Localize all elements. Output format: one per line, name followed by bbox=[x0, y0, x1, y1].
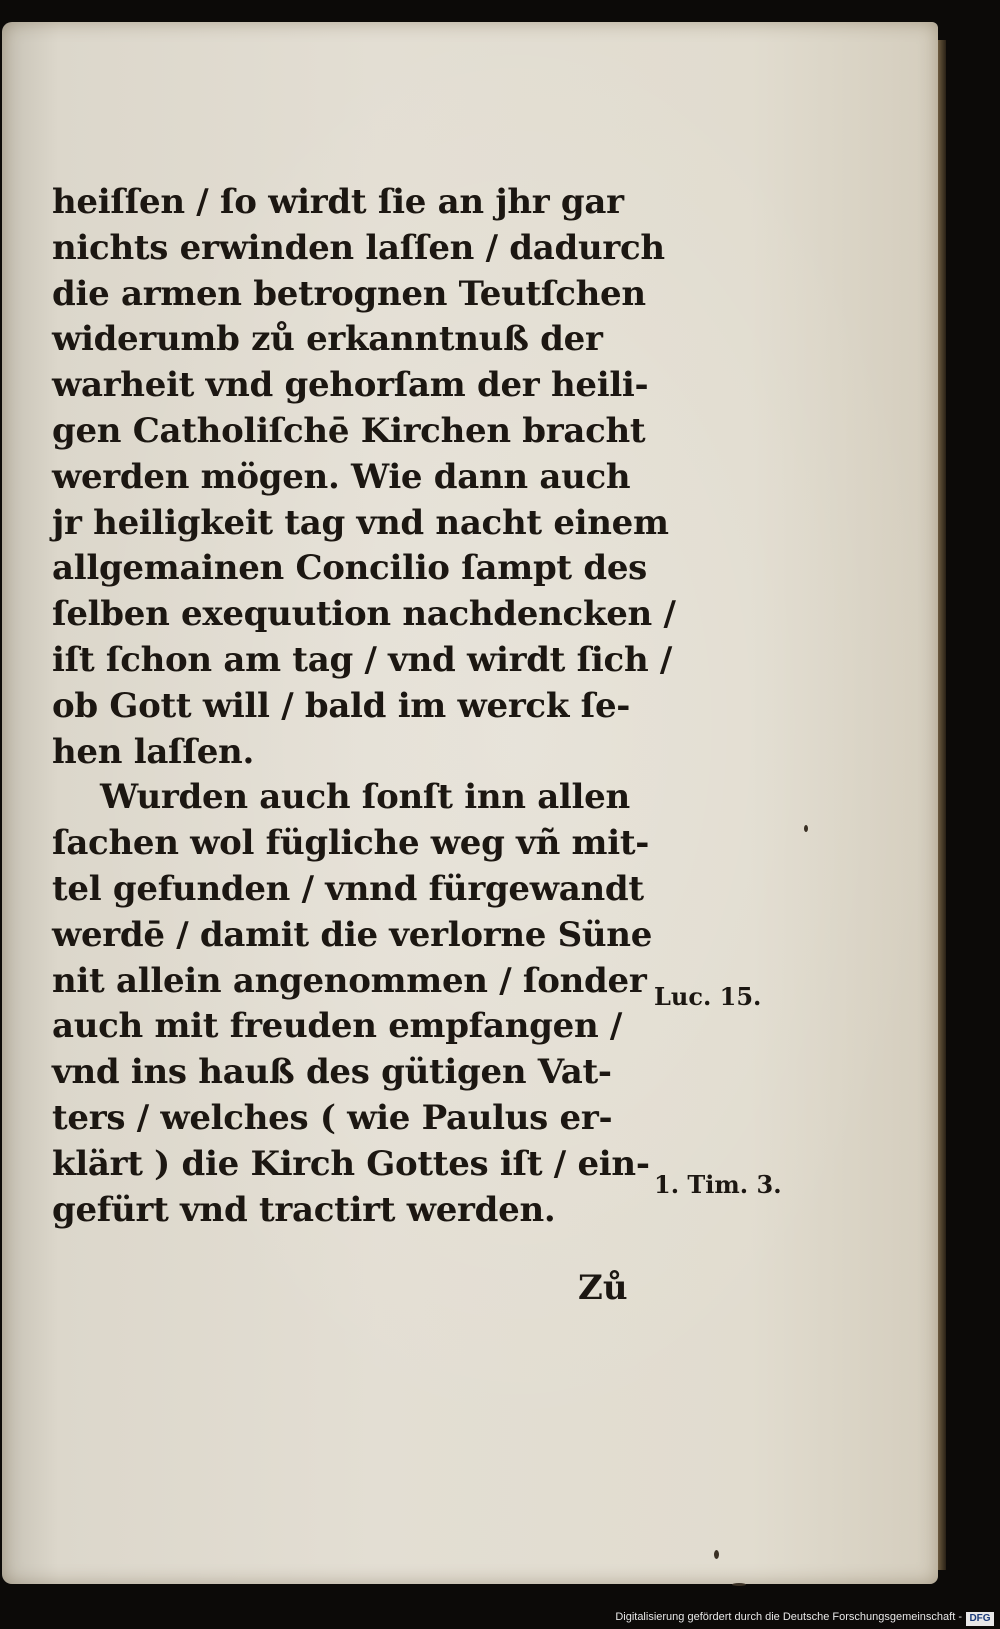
marginal-note-luke: Luc. 15. bbox=[654, 982, 762, 1011]
text-line: ters / welches ( wie Paulus er- bbox=[52, 1097, 613, 1138]
text-line: werden mögen. Wie dann auch bbox=[52, 456, 631, 497]
text-line: ſachen wol fügliche weg vñ mit- bbox=[52, 823, 650, 864]
text-line: die armen betrognen Teutſchen bbox=[52, 273, 646, 314]
paragraph-start-line: Wurden auch ſonſt inn allen bbox=[100, 777, 630, 818]
text-line: warheit vnd gehorſam der heili- bbox=[52, 365, 649, 406]
text-line: iſt ſchon am tag / vnd wirdt ſich / bbox=[52, 639, 673, 680]
text-line: klärt ) die Kirch Gottes iſt / ein- bbox=[52, 1143, 650, 1184]
marginal-note-timothy: 1. Tim. 3. bbox=[654, 1170, 782, 1199]
text-line: allgemainen Concilio ſampt des bbox=[52, 548, 648, 589]
text-line: vnd ins hauß des gütigen Vat- bbox=[52, 1052, 612, 1093]
text-line: widerumb zů erkanntnuß der bbox=[52, 319, 603, 360]
text-line: nit allein angenommen / ſonder bbox=[52, 960, 647, 1001]
text-line: gen Catholiſchē Kirchen bracht bbox=[52, 410, 646, 451]
body-text bbox=[52, 180, 676, 1233]
text-line: ob Gott will / bald im werck ſe- bbox=[52, 685, 631, 726]
text-line: ſelben exequution nachdencken / bbox=[52, 594, 676, 635]
text-line: werdē / damit die verlorne Süne bbox=[52, 914, 653, 955]
funding-credit: Digitalisierung gefördert durch die Deutsche Forschungsgemeinschaft - bbox=[615, 1611, 962, 1623]
text-line: hen laſſen. bbox=[52, 731, 254, 772]
text-line: auch mit freuden empfangen / bbox=[52, 1006, 623, 1047]
ink-speck bbox=[804, 825, 808, 832]
text-line: jr heiligkeit tag vnd nacht einem bbox=[52, 502, 669, 543]
text-line: gefürt vnd tractirt werden. bbox=[52, 1189, 556, 1230]
text-line: nichts erwinden laſſen / dadurch bbox=[52, 227, 665, 268]
text-line: heiſſen / ſo wirdt ſie an jhr gar bbox=[52, 182, 624, 222]
catchword: Zů bbox=[578, 1268, 628, 1308]
dfg-logo: DFG bbox=[966, 1612, 994, 1626]
ink-speck bbox=[732, 1583, 746, 1586]
ink-speck bbox=[714, 1550, 719, 1559]
book-page bbox=[2, 22, 938, 1584]
page-edge bbox=[938, 40, 946, 1570]
text-line: tel gefunden / vnnd fürgewandt bbox=[52, 868, 644, 909]
